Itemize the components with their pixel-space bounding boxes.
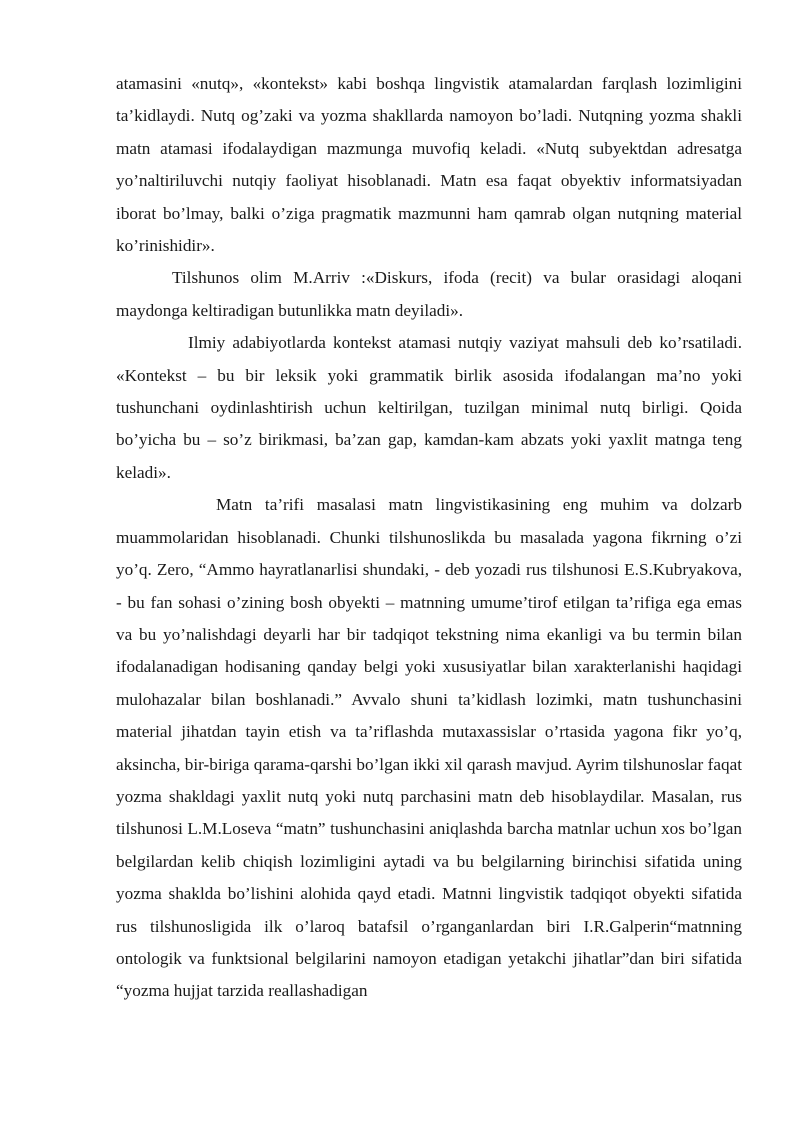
paragraph-3: Ilmiy adabiyotlarda kontekst atamasi nutqiy vaziyat mahsuli deb ko’rsatiladi. «Kontekst – bu bir leksik yoki grammatik birlik asosida ifodalangan ma’no yoki tushunchani oydinlashtirish uchun keltirilgan, tuzilgan minimal nutq birligi. Qoida bo’yicha bu – so’z birikmasi, ba’zan gap, kamdan-kam abzats yoki yaxlit matnga teng keladi». bbox=[116, 333, 742, 482]
paragraph-4: Matn ta’rifi masalasi matn lingvistikasining eng muhim va dolzarb muammolaridan hisoblanadi. Chunki tilshunoslikda bu masalada yagona fikrning o’zi yo’q. Zero, “Ammo hayratlanarlisi shundaki, - deb yozadi rus tilshunosi E.S.Kubryakova, - bu fan sohasi o’zining bosh obyekti – matnning umume’tirof etilgan ta’rifiga ega emas va bu yo’nalishdagi deyarli har bir tadqiqot tekstning nima ekanligi va bu termin bilan ifodalanadigan hodisaning qanday belgi yoki xususiyatlar bilan xarakterlanishi haqidagi mulohazalar bilan boshlanadi.” Avvalo shuni ta’kidlash lozimki, matn tushunchasini material jihatdan tayin etish va ta’riflashda mutaxassislar o’rtasida yagona fikr yo’q, aksincha, bir-biriga qarama-qarshi bo’lgan ikki xil qarash mavjud. Ayrim tilshunoslar faqat yozma shakldagi yaxlit nutq yoki nutq parchasini matn deb hisoblaydilar. Masalan, rus tilshunosi L.M.Loseva “matn” tushunchasini aniqlashda barcha matnlar uchun xos bo’lgan belgilardan kelib chiqish lozimligini aytadi va bu belgilarning birinchisi sifatida uning yozma shaklda bo’lishini alohida qayd etadi. Matnni lingvistik tadqiqot obyekti sifatida rus tilshunosligida ilk o’laroq batafsil o’rganganlardan biri I.R.Galperin“matnning ontologik va funktsional belgilarini namoyon etadigan yetakchi jihatlar”dan biri sifatida “yozma hujjat tarzida reallashadigan bbox=[116, 495, 742, 1001]
paragraph-2: Tilshunos olim M.Arriv :«Diskurs, ifoda (recit) va bular orasidagi aloqani maydonga keltiradigan butunlikka matn deyiladi». bbox=[116, 268, 742, 320]
document-page bbox=[116, 68, 742, 1008]
paragraph-1: atamasini «nutq», «kontekst» kabi boshqa lingvistik atamalardan farqlash lozimligini ta’kidlaydi. Nutq og’zaki va yozma shakllarda namoyon bo’ladi. Nutqning yozma shakli matn atamasi ifodalaydigan mazmunga muvofiq keladi. «Nutq subyektdan adresatga yo’naltiriluvchi nutqiy faoliyat hisoblanadi. Matn esa faqat obyektiv informatsiyadan iborat bo’lmay, balki o’ziga pragmatik mazmunni ham qamrab olgan nutqning material ko’rinishidir». bbox=[116, 74, 742, 256]
